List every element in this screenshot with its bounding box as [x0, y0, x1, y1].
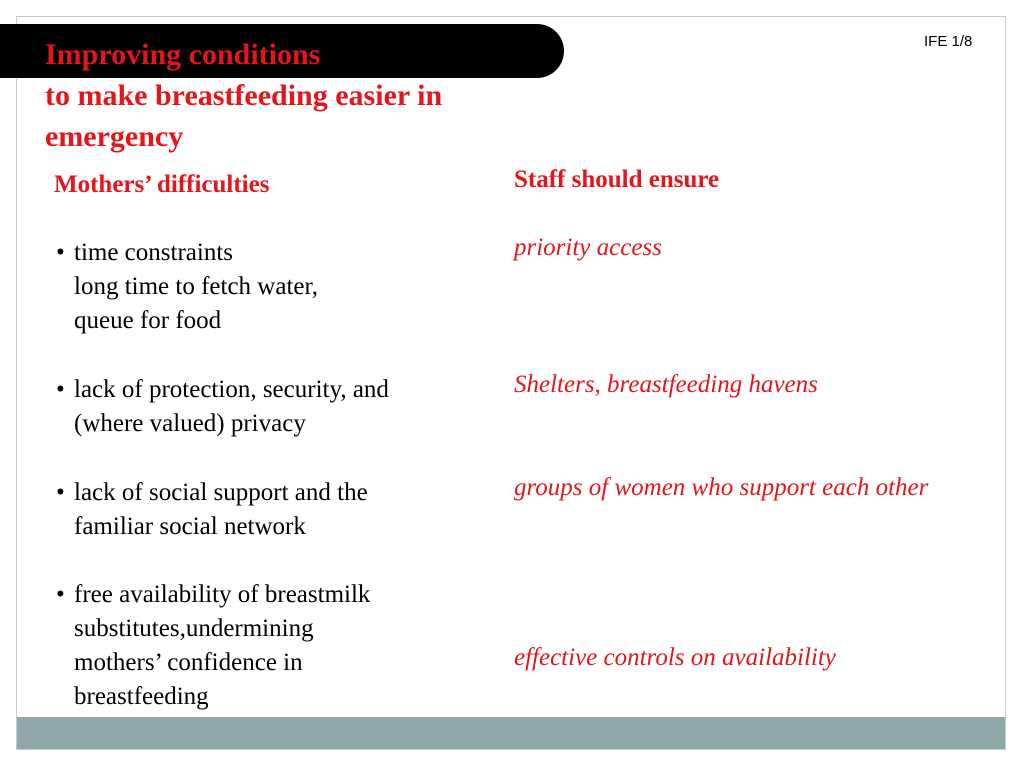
difficulty-line: breastfeeding: [74, 683, 209, 710]
staff-should-ensure-column: [514, 163, 954, 671]
difficulty-item: [54, 476, 504, 544]
ensure-item: priority access: [514, 234, 662, 261]
difficulty-line: mothers’ confidence in: [74, 649, 303, 676]
right-column-heading: Staff should ensure: [514, 166, 720, 193]
ensure-item: effective controls on availability: [514, 644, 836, 671]
slide-title: [45, 34, 442, 157]
difficulty-line: • time constraints: [74, 239, 233, 266]
ensure-item: groups of women who support each other: [514, 474, 929, 501]
mothers-difficulties-column: [54, 168, 494, 710]
difficulty-line: • lack of social support and the: [74, 479, 368, 506]
difficulty-line: • lack of protection, security, and: [74, 376, 389, 403]
difficulty-line: (where valued) privacy: [74, 410, 306, 437]
left-column-heading: Mothers’ difficulties: [54, 171, 270, 198]
footer-bar: [17, 717, 1005, 749]
title-line-2: to make breastfeeding easier in: [45, 79, 443, 112]
title-line-1: Improving conditions: [45, 38, 321, 71]
difficulty-line: long time to fetch water,: [74, 273, 319, 300]
slide-number: IFE 1/8: [924, 33, 973, 50]
ensure-item: Shelters, breastfeeding havens: [514, 371, 818, 398]
difficulty-line: queue for food: [74, 307, 222, 334]
difficulty-item: [54, 578, 504, 714]
difficulty-line: substitutes,undermining: [74, 615, 314, 642]
difficulty-item: [54, 236, 504, 338]
difficulty-item: [54, 373, 504, 441]
difficulty-line: • free availability of breastmilk: [74, 581, 371, 608]
title-line-3: emergency: [45, 120, 184, 153]
difficulty-line: familiar social network: [74, 513, 306, 540]
